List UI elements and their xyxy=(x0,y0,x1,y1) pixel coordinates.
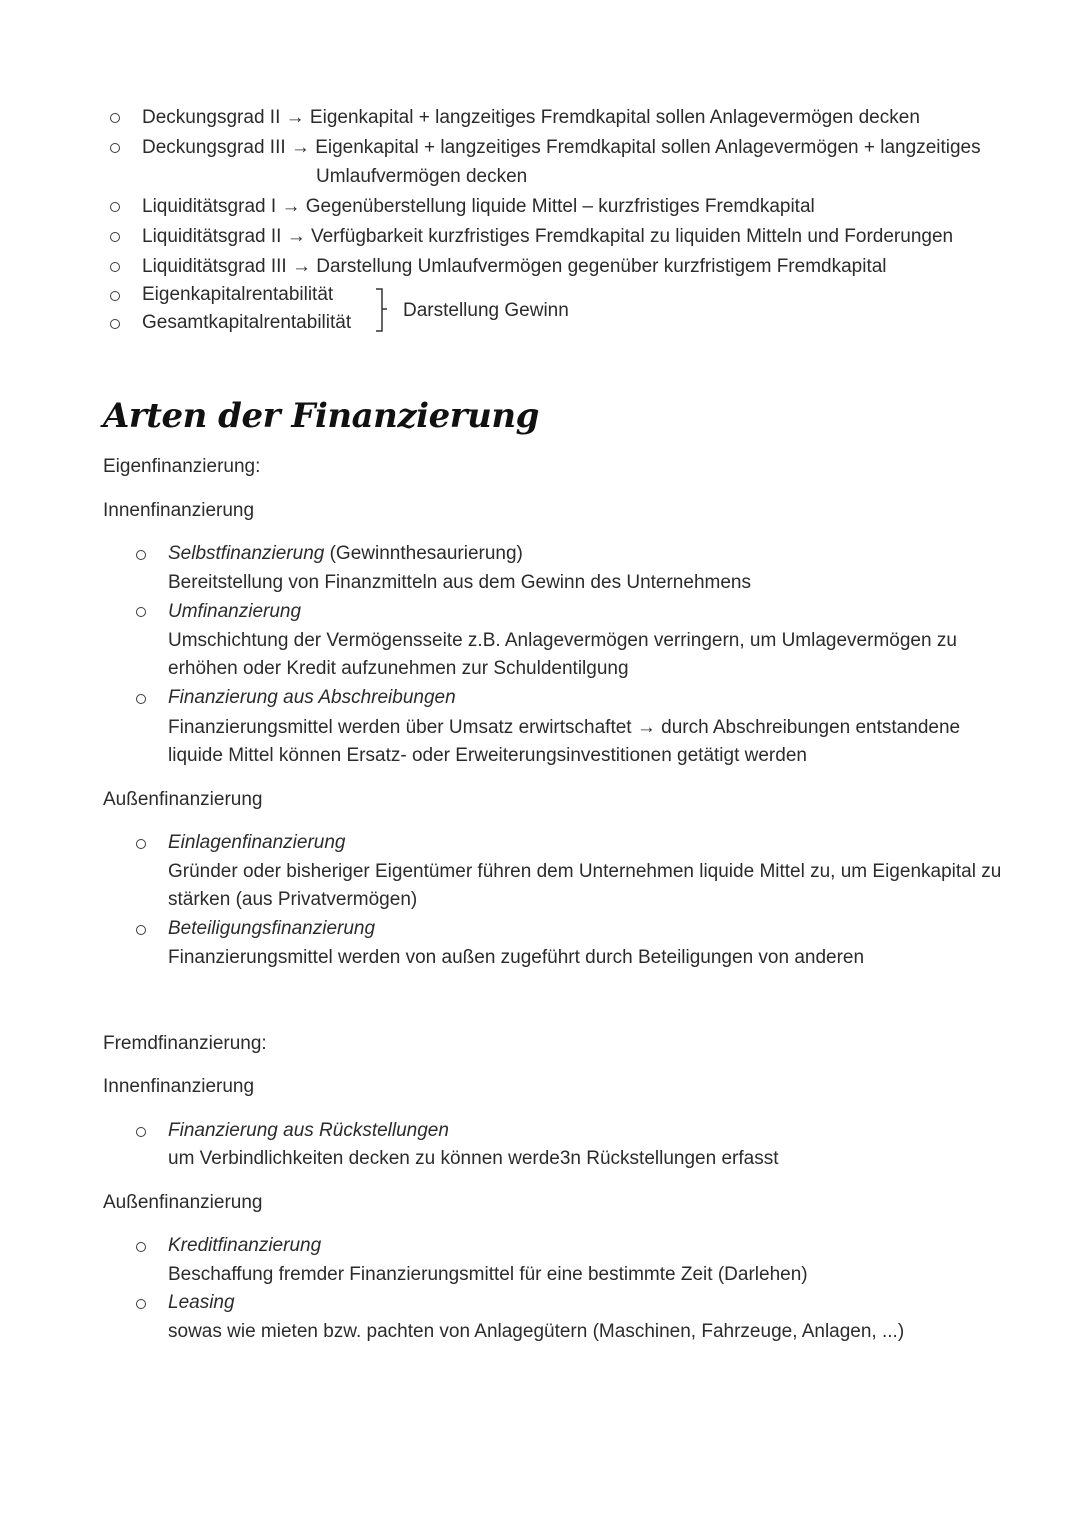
right-brace-icon xyxy=(374,288,388,332)
list-item-liquiditaetsgrad-1 xyxy=(142,195,815,219)
item-text: Eigenkapital + langzeitiges Fremdkapital sollen Anlagevermögen + langzeitiges xyxy=(315,137,981,158)
arrow-right-icon: → xyxy=(285,107,305,128)
list-item-gesamtkapitalrentabilitaet: Gesamtkapitalrentabilität xyxy=(142,312,352,333)
arrow-right-icon: → xyxy=(286,226,306,247)
list-item-deckungsgrad-2 xyxy=(142,106,920,130)
brace-note: Darstellung Gewinn xyxy=(403,300,569,321)
list-item-einlagenfinanzierung: Einlagenfinanzierung xyxy=(168,832,346,853)
bullet-icon xyxy=(136,687,146,711)
arrow-right-icon: → xyxy=(281,196,301,217)
item-label: Liquiditätsgrad I xyxy=(142,196,277,217)
item-text: Eigenkapital + langzeitiges Fremdkapital sollen Anlagevermögen decken xyxy=(309,107,920,128)
bullet-icon xyxy=(136,543,146,567)
section-title: Arten der Finanzierung xyxy=(103,396,539,436)
list-item-selbstfinanzierung xyxy=(168,542,523,566)
item-description: Finanzierungsmittel werden von außen zugeführt durch Beteiligungen von anderen xyxy=(168,947,865,968)
list-item-leasing: Leasing xyxy=(168,1292,235,1313)
item-label: Liquiditätsgrad III xyxy=(142,256,287,277)
bullet-icon xyxy=(136,1292,146,1316)
bullet-icon xyxy=(136,1120,146,1144)
item-description: stärken (aus Privatvermögen) xyxy=(168,889,418,910)
item-description: Bereitstellung von Finanzmitteln aus dem Gewinn des Unternehmens xyxy=(168,572,751,593)
item-description: um Verbindlichkeiten decken zu können werde3n Rückstellungen erfasst xyxy=(168,1148,779,1169)
aussenfinanzierung-heading: Außenfinanzierung xyxy=(103,1192,263,1213)
fremdfinanzierung-heading: Fremdfinanzierung: xyxy=(103,1033,267,1054)
bullet-icon xyxy=(110,284,120,308)
bullet-icon xyxy=(136,1235,146,1259)
item-description: Umschichtung der Vermögensseite z.B. Anlagevermögen verringern, um Umlagevermögen zu xyxy=(168,630,957,651)
bullet-icon xyxy=(110,106,120,130)
item-description: erhöhen oder Kredit aufzunehmen zur Schuldentilgung xyxy=(168,658,629,679)
list-item-eigenkapitalrentabilitaet: Eigenkapitalrentabilität xyxy=(142,284,334,305)
item-suffix: (Gewinnthesaurierung) xyxy=(324,543,523,564)
item-label: Liquiditätsgrad II xyxy=(142,226,282,247)
item-text: Darstellung Umlaufvermögen gegenüber kurzfristigem Fremdkapital xyxy=(316,256,887,277)
item-description: liquide Mittel können Ersatz- oder Erweiterungsinvestitionen getätigt werden xyxy=(168,745,807,766)
list-item-deckungsgrad-3 xyxy=(142,136,981,160)
item-description: Beschaffung fremder Finanzierungsmittel für eine bestimmte Zeit (Darlehen) xyxy=(168,1264,808,1285)
item-text: Gegenüberstellung liquide Mittel – kurzfristiges Fremdkapital xyxy=(305,196,815,217)
arrow-right-icon: → xyxy=(290,137,310,158)
innenfinanzierung-heading: Innenfinanzierung xyxy=(103,500,255,521)
bullet-icon xyxy=(110,312,120,336)
item-text-continuation: Umlaufvermögen decken xyxy=(316,166,528,187)
list-item-beteiligungsfinanzierung: Beteiligungsfinanzierung xyxy=(168,918,376,939)
bullet-icon xyxy=(136,832,146,856)
item-term: Selbstfinanzierung xyxy=(168,543,325,564)
list-item-finanzierung-aus-abschreibungen: Finanzierung aus Abschreibungen xyxy=(168,687,456,708)
bullet-icon xyxy=(110,195,120,219)
bullet-icon xyxy=(110,225,120,249)
item-description: Finanzierungsmittel werden über Umsatz erwirtschaftet → durch Abschreibungen entstandene xyxy=(168,717,961,738)
list-item-liquiditaetsgrad-2 xyxy=(142,225,953,249)
bullet-icon xyxy=(110,255,120,279)
bullet-icon xyxy=(136,918,146,942)
item-text: Verfügbarkeit kurzfristiges Fremdkapital zu liquiden Mitteln und Forderungen xyxy=(310,226,954,247)
item-label: Deckungsgrad III xyxy=(142,137,286,158)
item-description: Gründer oder bisheriger Eigentümer führen dem Unternehmen liquide Mittel zu, um Eigenkapital zu xyxy=(168,861,1002,882)
item-label: Deckungsgrad II xyxy=(142,107,281,128)
list-item-liquiditaetsgrad-3 xyxy=(142,255,887,279)
bullet-icon xyxy=(110,136,120,160)
innenfinanzierung-heading: Innenfinanzierung xyxy=(103,1076,255,1097)
eigenfinanzierung-heading: Eigenfinanzierung: xyxy=(103,456,261,477)
item-description: sowas wie mieten bzw. pachten von Anlagegütern (Maschinen, Fahrzeuge, Anlagen, ...) xyxy=(168,1321,905,1342)
list-item-kreditfinanzierung: Kreditfinanzierung xyxy=(168,1235,322,1256)
aussenfinanzierung-heading: Außenfinanzierung xyxy=(103,789,263,810)
arrow-right-icon: → xyxy=(291,256,311,277)
list-item-finanzierung-aus-rueckstellungen: Finanzierung aus Rückstellungen xyxy=(168,1120,449,1141)
list-item-umfinanzierung: Umfinanzierung xyxy=(168,601,302,622)
bullet-icon xyxy=(136,600,146,624)
